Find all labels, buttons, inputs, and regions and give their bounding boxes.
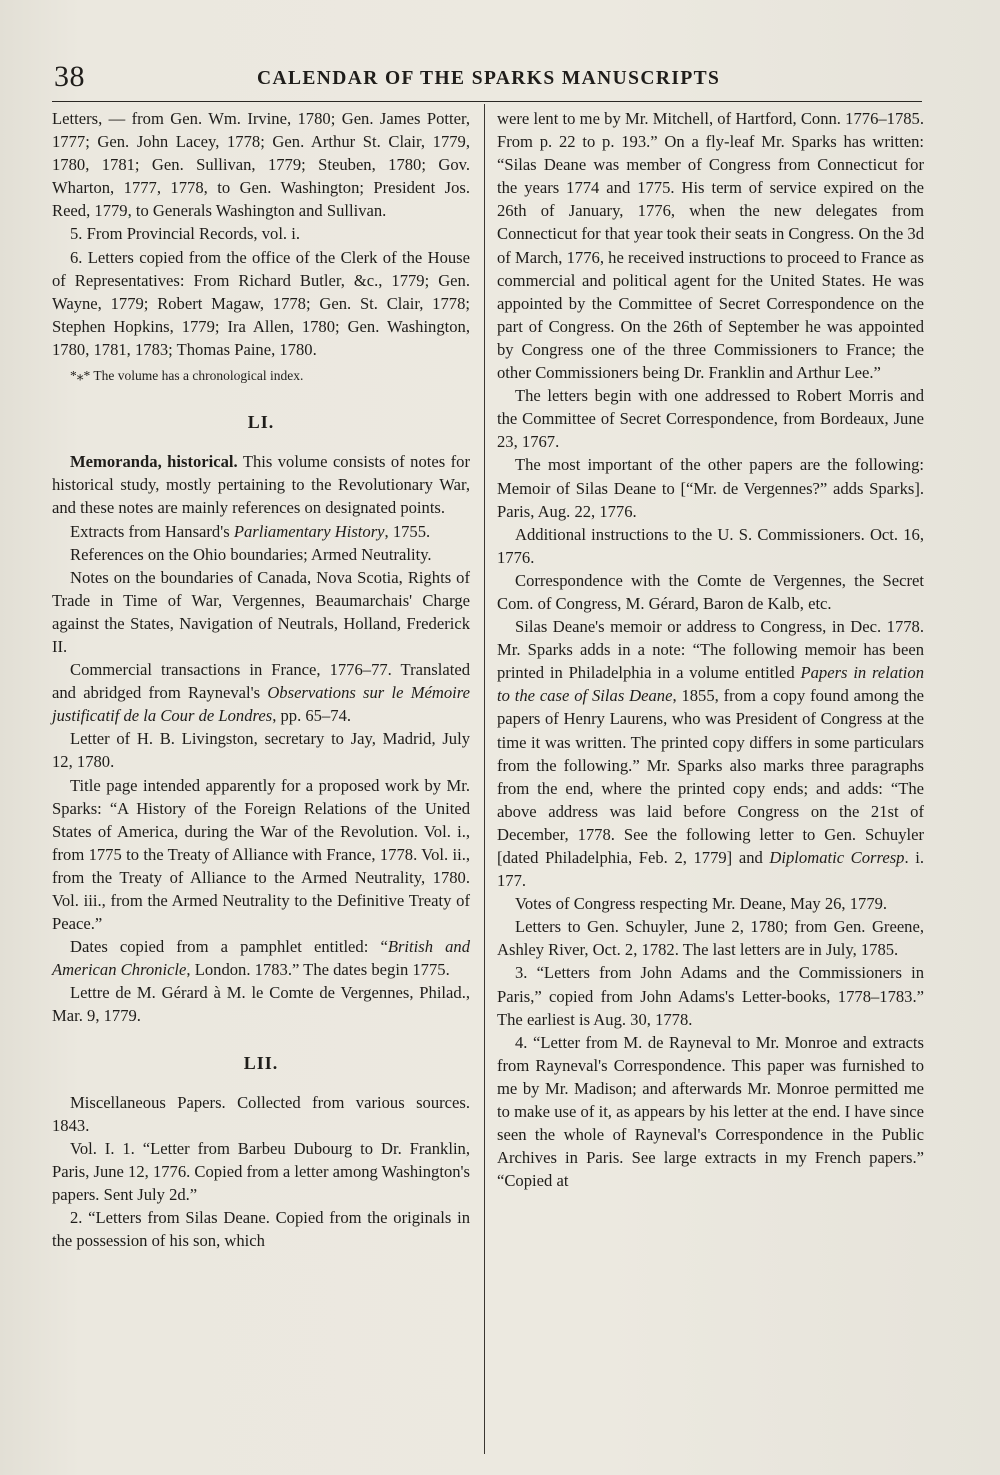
votes-paragraph: Votes of Congress respecting Mr. Deane, May 26, 1779. — [515, 894, 888, 914]
hansard-title: Parliamentary History — [233, 521, 385, 541]
rayneval-paragraph: 4. “Letter from M. de Rayneval to Mr. Monroe and extracts from Rayneval's Correspondence. This paper was furnished to me by Mr. Madison; and afterwards Mr. Monroe permitted me to make use of it, as appears by his letter at the end. I have since seen the whole of Rayneval's Correspondence in the Public Archives in Paris. See large extracts in my French papers.” “Copied at — [497, 1032, 924, 1191]
memoir-continued: , 1855, from a copy found among the papers of Henry Laurens, who was President of Congress at the time it was written. The printed copy differs in some particulars from the following.” Mr. Sparks also marks three paragraphs from the end, where the printed copy ends; and adds: “The above address was laid before Congress on the 21st of December, 1778. See the following letter to Gen. Schuyler [dated Philadelphia, Feb. 2, 1779] and — [497, 686, 924, 867]
important-papers-paragraph: The most important of the other papers are the following: Memoir of Silas Deane to [“Mr. de Vergennes?” adds Sparks]. Paris, Aug. 22, 1776. — [497, 455, 924, 521]
mitchell-paragraph: were lent to me by Mr. Mitchell, of Hartford, Conn. 1776–1785. From p. 22 to p. 193.” On a fly-leaf Mr. Sparks has written: “Silas Deane was member of Congress from Connecticut for the years 1774 and 1775. His term of service expired on the 26th of January, 1776, when the new delegates from Connecticut for that year took their seats in Congress. On the 3d of March, 1776, he received instructions to proceed to France as commercial and political agent for the United States. He was appointed by the Committee of Secret Correspondence on the part of Congress. On the 26th of September he was appointed by Congress one of the three Commissioners to France; the other Commissioners being Dr. Franklin and Arthur Lee.” — [497, 109, 924, 383]
memoranda-text: This volume consists of notes for historical study, mostly pertaining to the Revolutionary War, and these notes are mainly references on designated points. — [52, 452, 470, 518]
hansard-year: , 1755. — [384, 521, 431, 541]
memoir-paragraph — [497, 615, 924, 892]
item-6: 6. Letters copied from the office of the Clerk of the House of Representatives: From Richard Butler, &c., 1779; Gen. Wayne, 1779; Robert Magaw, 1778; Gen. St. Clair, 1778; Stephen Hopkins, 1779; Ira Allen, 1780; Gen. Washington, 1780, 1781, 1783; Thomas Paine, 1780. — [52, 247, 470, 359]
memoir-ref: . i. 177. — [497, 848, 924, 891]
page-number: 38 — [54, 60, 85, 93]
commercial-pages: , pp. 65–74. — [272, 706, 352, 726]
section-heading-lii: LII. — [243, 1052, 279, 1073]
pamphlet-text: Dates copied from a pamphlet entitled: “ — [70, 937, 388, 957]
livingston-paragraph: Letter of H. B. Livingston, secretary to Jay, Madrid, July 12, 1780. — [52, 729, 470, 772]
schuyler-paragraph: Letters to Gen. Schuyler, June 2, 1780; from Gen. Greene, Ashley River, Oct. 2, 1782. The last letters are in July, 1785. — [497, 917, 924, 960]
deane-letters-paragraph: 2. “Letters from Silas Deane. Copied from the originals in the possession of his son, which — [52, 1208, 470, 1251]
dubourg-paragraph: Vol. I. 1. “Letter from Barbeu Dubourg to Dr. Franklin, Paris, June 12, 1776. Copied from a letter among Washington's papers. Sent July 2d.” — [52, 1138, 470, 1205]
header-rule — [52, 101, 922, 102]
ohio-paragraph: References on the Ohio boundaries; Armed Neutrality. — [70, 544, 432, 564]
boundaries-paragraph: Notes on the boundaries of Canada, Nova Scotia, Rights of Trade in Time of War, Vergennes, Beaumarchais' Charge against the States, Navigation of Neutrals, Holland, Frederick II. — [52, 567, 470, 656]
instructions-paragraph: Additional instructions to the U. S. Commissioners. Oct. 16, 1776. — [497, 524, 924, 567]
page-header — [52, 60, 922, 100]
commercial-paragraph — [52, 658, 470, 727]
item-5: 5. From Provincial Records, vol. i. — [70, 224, 300, 244]
running-title: CALENDAR OF THE SPARKS MANUSCRIPTS — [257, 68, 721, 89]
diplomatic-title: Diplomatic Corresp — [769, 848, 905, 867]
rayneval-title: Observations sur le Mémoire justificatif de la Cour de Londres — [52, 683, 470, 726]
commercial-text: Commercial transactions in France, 1776–77. Translated and abridged from Rayneval's — [52, 660, 470, 703]
adams-paragraph: 3. “Letters from John Adams and the Commissioners in Paris,” copied from John Adams's Letter-books, 1778–1783.” The earliest is Aug. 30, 1778. — [497, 963, 924, 1029]
memoir-text: Silas Deane's memoir or address to Congress, in Dec. 1778. Mr. Sparks adds in a note: “The following memoir has been printed in Philadelphia in a volume entitled — [497, 617, 924, 683]
section-heading-li: LI. — [247, 412, 275, 433]
index-note: *⁎* The volume has a chronological index. — [70, 368, 304, 384]
hansard-paragraph — [52, 520, 470, 543]
papers-title: Papers in relation to the case of Silas Deane — [497, 663, 924, 706]
misc-papers-paragraph: Miscellaneous Papers. Collected from various sources. 1843. — [52, 1092, 470, 1135]
memoranda-lead: Memoranda, historical. — [70, 452, 238, 472]
column-divider — [484, 104, 485, 1454]
left-column — [52, 107, 470, 1252]
pamphlet-dates: , London. 1783.” The dates begin 1775. — [186, 960, 450, 980]
memoranda-paragraph — [52, 450, 470, 519]
gerard-paragraph: Lettre de M. Gérard à M. le Comte de Vergennes, Philad., Mar. 9, 1779. — [52, 983, 470, 1026]
chronicle-title: British and American Chronicle — [52, 937, 470, 980]
letters-paragraph: Letters, — from Gen. Wm. Irvine, 1780; Gen. James Potter, 1777; Gen. John Lacey, 1778; Gen. Arthur St. Clair, 1779, 1780, 1781; Gen. Sullivan, 1779; Steuben, 1780; Gov. Wharton, 1777, 1778, to Gen. Washington; President Jos. Reed, 1779, to Generals Washington and Sullivan. — [52, 109, 470, 221]
correspondence-paragraph: Correspondence with the Comte de Vergennes, the Secret Com. of Congress, M. Gérard, Baron de Kalb, etc. — [497, 570, 924, 613]
morris-paragraph: The letters begin with one addressed to Robert Morris and the Committee of Secret Correspondence, from Bordeaux, June 23, 1767. — [497, 386, 924, 452]
right-column — [497, 107, 924, 1192]
pamphlet-paragraph — [52, 935, 470, 981]
hansard-text: Extracts from Hansard's — [70, 521, 234, 541]
title-page-paragraph: Title page intended apparently for a proposed work by Mr. Sparks: “A History of the Foreign Relations of the United States of America, during the War of the Revolution. Vol. i., from 1775 to the Treaty of Alliance with France, 1778. Vol. ii., from the Treaty of Alliance to the Armed Neutrality, 1780. Vol. iii., from the Armed Neutrality to the Definitive Treaty of Peace.” — [52, 775, 470, 934]
